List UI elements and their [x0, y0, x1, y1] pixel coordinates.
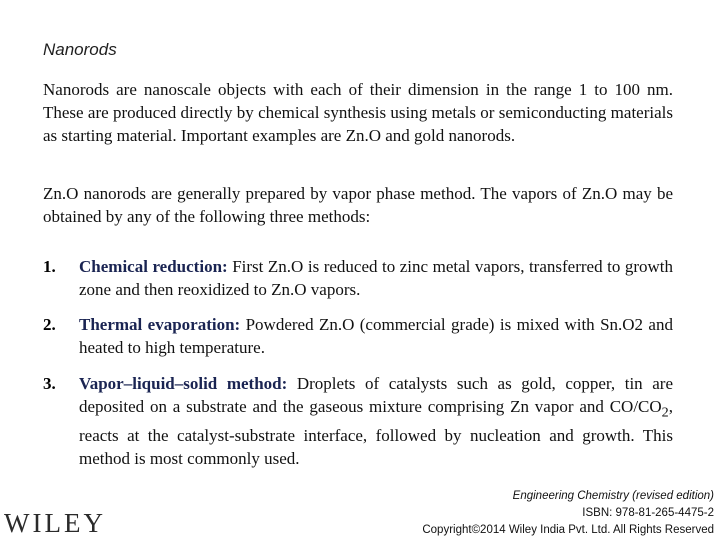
footer-info [422, 488, 714, 539]
method-item [43, 255, 673, 301]
method-term: Vapor–liquid–solid method: [79, 374, 288, 393]
method-intro-paragraph: Zn.O nanorods are generally prepared by vapor phase method. The vapors of Zn.O may be obtained by any of the following three methods: [43, 184, 673, 226]
item-body [79, 313, 673, 359]
intro-paragraph: Nanorods are nanoscale objects with each of their dimension in the range 1 to 100 nm. These are produced directly by chemical synthesis using metals or semiconducting materials as starting material. Important examples are Zn.O and gold nanorods. [43, 80, 673, 145]
item-number: 3. [43, 374, 56, 393]
item-body [79, 255, 673, 301]
method-description: First Zn.O is reduced to zinc metal vapors, transferred to growth zone and then reoxidized to Zn.O vapors. [79, 257, 673, 299]
method-item [43, 372, 673, 470]
subscript: 2 [661, 404, 669, 421]
item-number: 1. [43, 257, 56, 276]
method-term: Chemical reduction: [79, 257, 228, 276]
section-heading: Nanorods [43, 40, 117, 59]
method-description: Droplets of catalysts such as gold, copper, tin are deposited on a substrate and the gaseous mixture comprising Zn vapor and CO/CO [79, 374, 673, 416]
copyright: Copyright©2014 Wiley India Pvt. Ltd. All Rights Reserved [422, 524, 714, 536]
book-edition: Engineering Chemistry (revised edition) [512, 490, 714, 502]
method-description: Powdered Zn.O (commercial grade) is mixed with Sn.O2 and heated to high temperature. [79, 315, 673, 357]
publisher-logo: WILEY [4, 508, 106, 538]
item-body [79, 372, 673, 470]
method-description-end: , reacts at the catalyst-substrate interface, followed by nucleation and growth. This method is most commonly used. [79, 397, 673, 469]
item-number: 2. [43, 315, 56, 334]
method-term: Thermal evaporation: [79, 315, 241, 334]
isbn: ISBN: 978-81-265-4475-2 [582, 507, 714, 519]
method-item [43, 313, 673, 359]
